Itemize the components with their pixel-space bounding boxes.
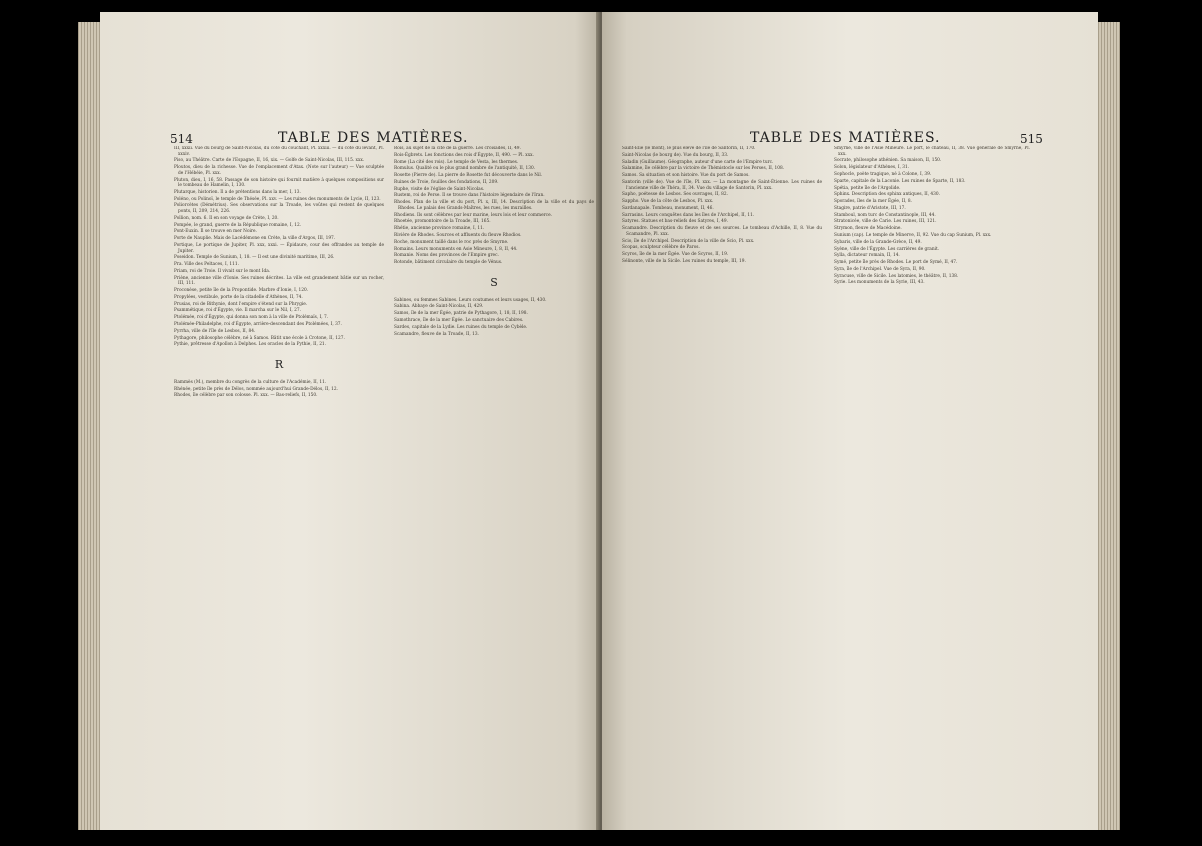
index-entry: Sappho. Vue de la côte de Lesbos, Pl. xxx.: [622, 199, 714, 205]
index-entry: Pollion, nom. 6. Il en son voyage de Crète, I, 20.: [174, 215, 279, 221]
index-entry: Pra. Ville des Peltaces, I, 111.: [174, 262, 239, 268]
index-entry: Stamboul, nom turc de Constantinople, III, 44.: [834, 212, 936, 218]
index-entry: Saint-Nicolas (le bourg de). Vue du bourg, II, 33.: [622, 152, 729, 158]
index-entry: Samos. Sa situation et son histoire. Vue du port de Samos.: [622, 173, 750, 179]
index-entry: Samothrace, île de la mer Égée. Le sanctuaire des Cabires.: [394, 318, 524, 324]
right-column-1: [622, 146, 822, 806]
index-entry: Samos, île de la mer Égée, patrie de Pythagore, I, 18, II, 198.: [394, 311, 528, 317]
index-entry: Poléno, ou Polinoï, le temple de Thésée, Pl. xxv. — Les ruines des monuments de Lycie, II, 123.: [174, 196, 381, 202]
index-entry: Ptolémée, roi d'Égypte, qui donna son nom à la ville de Ptolémaïs, I, 7.: [174, 315, 329, 321]
index-entry: Sphinx. Description des sphinx antiques, II, 430.: [834, 192, 940, 198]
index-entry: Rosette (Pierre de). La pierre de Rosette fut découverte dans le Nil.: [394, 173, 543, 179]
index-entry: Syrie. Les monuments de la Syrie, III, 43.: [834, 280, 925, 286]
index-entry: Pythie, prêtresse d'Apollon à Delphes. Les oracles de la Pythie, II, 21.: [174, 342, 327, 348]
left-running-head: TABLE DES MATIÈRES.: [278, 130, 469, 146]
index-entry: Sarrasins. Leurs conquêtes dans les îles de l'Archipel, II, 11.: [622, 212, 755, 218]
index-entry: Sophocle, poète tragique, né à Colone, I, 39.: [834, 171, 932, 177]
index-entry: Psammétique, roi d'Égypte, vie. Il marcha sur le Nil, I, 27.: [174, 308, 301, 314]
right-page-number: 515: [1020, 132, 1043, 146]
index-entry: Pont-Euxin. Il se trouve en mer Noire.: [174, 229, 257, 235]
index-entry: Rois-Égbrets. Les fonctions des rois d'Égypte, II, 490. — Pl. xxx.: [394, 152, 534, 158]
left-column-1: [174, 146, 384, 746]
index-entry: Pythagore, philosophe célèbre, né à Samos. Bâtit une école à Crotone, II, 127.: [174, 335, 345, 341]
index-entry: Rotonde, bâtiment circulaire du temple de Vénus.: [394, 260, 503, 266]
index-entry: Rhodes, île célèbre par son colosse. Pl. xxx. — Bas-reliefs, II, 150.: [174, 393, 318, 399]
index-entry: Rivière de Rhodes. Sources et affluents du fleuve Rhodios.: [394, 232, 522, 238]
index-entry: Saint-Élie (le mont), le plus élevé de l'île de Santorin, II, 170.: [622, 146, 756, 151]
index-entry: Propylées, vestibule, porte de la citadelle d'Athènes, II, 74.: [174, 294, 303, 300]
right-column-2: [834, 146, 1030, 806]
index-entry: Scopas, sculpteur célèbre de Paros.: [622, 245, 700, 251]
index-entry: Sardes, capitale de la Lydie. Les ruines du temple de Cybèle.: [394, 324, 528, 330]
index-entry: Salamine, île célèbre par la victoire de Thémistocle sur les Perses, II, 108.: [622, 166, 785, 172]
index-entry: Sparte, capitale de la Laconie. Les ruines de Sparte, II, 183.: [834, 178, 966, 184]
left-column-2: [394, 146, 594, 746]
index-entry: Rammès (M.), membre du congrès de la culture de l'Académie, II, 11.: [174, 379, 327, 385]
index-entry: Syra, île de l'Archipel. Vue de Syra, II, 90.: [834, 266, 926, 272]
index-entry: Piso, au Théâtre. Carte de l'Espagne, II, 16, xix. — Golfe de Saint-Nicolas, III, 115. xxx.: [174, 158, 365, 164]
index-entry: Proconèse, petite île de la Propontide. Marbre d'Ionie, I, 120.: [174, 288, 309, 294]
section-letter-s: S: [490, 275, 498, 289]
index-entry: Romulus. Qualité ou le plus grand nombre de l'antiquité, II, 130.: [394, 166, 536, 172]
index-entry: Saladin (Guillaume). Géographe, auteur d'une carte de l'Empire turc.: [622, 159, 774, 165]
index-entry: Satyres. Statues et bas-reliefs des Satyres, I, 49.: [622, 219, 729, 225]
index-entry: Rhoetée, promontoire de la Troade, III, 165.: [394, 219, 491, 225]
index-entry: Scamandre, fleuve de la Troade, II, 13.: [394, 331, 479, 337]
index-entry: Strymon, fleuve de Macédoine.: [834, 226, 902, 232]
index-entry: Sybaris, ville de la Grande-Grèce, II, 49.: [834, 239, 922, 245]
page-edges-right: [1096, 22, 1120, 830]
index-entry: Ruphe, visite de l'église de Saint-Nicolas.: [394, 186, 485, 192]
index-entry: Rhénée, petite île près de Délos, nommée aujourd'hui Grande-Délos, II, 12.: [174, 386, 338, 392]
index-entry: Priène, ancienne ville d'Ionie. Ses ruines décrites. La ville est grandement bâtie sur un rocher, III, 111.: [174, 275, 384, 287]
index-entry: Portique, Le portique de Jupiter, Pl. xxx, xxxi. — Épidaure, cour des offrandes au temple de Jupiter.: [174, 242, 384, 254]
index-entry: Sunium (cap). Le temple de Minerve, II, 92. Vue du cap Sunium, Pl. xxx.: [834, 232, 992, 238]
index-entry: Rois, au sujet de la cité de la guerre. Les croisades, II, 49.: [394, 146, 521, 151]
index-entry: Rhétie, ancienne province romaine, I, 11.: [394, 226, 485, 232]
left-page: [100, 12, 600, 830]
index-entry: Sardanapale. Tombeau, monument, II, 46.: [622, 205, 714, 211]
index-entry: Porte de Nauplie. Mais de Lacédémone en Crète, la ville d'Argos, III, 197.: [174, 236, 336, 242]
right-page: [602, 12, 1098, 830]
index-entry: Rhodes. Plan de la ville et du port, Pl. x, III, 14. Description de la ville et du pays de Rhodes. Le palais des Grands-Maîtres, les rues, les murailles.: [394, 200, 594, 211]
index-entry: Scio, île de l'Archipel. Description de la ville de Scio, Pl. xxx.: [622, 238, 755, 244]
index-entry: Pyrrha, ville de l'île de Lesbos, II, 84.: [174, 328, 256, 334]
index-entry: Romains. Leurs monuments en Asie Mineure, I, 8, II, 44.: [394, 246, 518, 252]
index-entry: Prusias, roi de Bithynie, dont l'empire s'étend sur la Phrygie.: [174, 301, 308, 307]
index-entry: Rustem, roi de Perse. Il se trouve dans l'histoire légendaire de l'Iran.: [394, 193, 545, 199]
index-entry: Stratonicée, ville de Carie. Les ruines, III, 121.: [834, 219, 937, 225]
index-entry: Poseidon. Temple de Sunium, I, 18. — Il est une divinité maritime, III, 26.: [174, 255, 335, 261]
index-entry: Sapho, poétesse de Lesbos. Ses ouvrages, II, 82.: [622, 192, 728, 198]
index-entry: Scyros, île de la mer Égée. Vue de Scyros, II, 19.: [622, 252, 729, 258]
index-entry: III, xxxii. Vue du bourg de Saint-Nicolas, du côté du couchant, Pl. xxxiii. — du côté du levant, Pl. xxxiv.: [174, 146, 384, 157]
index-entry: Pompée, le grand, guerre de la République romaine, I, 12.: [174, 222, 302, 228]
index-entry: Romanie. Noms des provinces de l'Empire grec.: [394, 253, 499, 259]
index-entry: Ruines de Troie, fouilles des fondations, II, 209.: [394, 179, 499, 185]
index-entry: Syène, ville de l'Égypte. Les carrières de granit.: [834, 246, 940, 252]
index-entry: Ptolémée-Philadelphe, roi d'Égypte, arrière-descendant des Ptolémées, I, 37.: [174, 321, 342, 327]
index-entry: Pluton, dieu, I, 16, 58. Passage de son histoire qui fournit matière à quelques compositions sur le tombeau de Hamelin, I, 130.: [174, 177, 384, 189]
index-entry: Sabina. Abbaye de Saint-Nicolas, II, 429.: [394, 304, 484, 310]
index-entry: Sélinonte, ville de la Sicile. Les ruines du temple, III, 19.: [622, 258, 746, 264]
index-entry: Rhodiens. Ils sont célèbres par leur marine, leurs lois et leur commerce.: [394, 212, 552, 218]
index-entry: Spétia, petite île de l'Argolide.: [834, 185, 901, 191]
index-entry: Smyrne, ville de l'Asie Mineure. Le port, le château, II, 38. Vue générale de Smyrne, Pl. xxx.: [834, 146, 1030, 157]
index-entry: Stagire, patrie d'Aristote, III, 17.: [834, 205, 906, 211]
index-entry: Solon, législateur d'Athènes, I, 31.: [834, 165, 910, 171]
index-entry: Symé, petite île près de Rhodes. Le port de Symé, II, 47.: [834, 260, 958, 266]
right-running-head: TABLE DES MATIÈRES.: [750, 130, 941, 146]
index-entry: Santorin (ville de). Vue de l'île, Pl. xxx. — La montagne de Saint-Étienne. Les ruines de l'ancienne ville de Théra, II, 34. Vue du village de Santorin, Pl. xxx.: [622, 179, 822, 191]
index-entry: Plutarque, historien. Il a de prétentions dans la mer, I, 13.: [174, 189, 301, 195]
index-entry: Sabines, ou femmes Sabines. Leurs coutumes et leurs usages, II, 430.: [394, 297, 547, 303]
index-entry: Syracuse, ville de Sicile. Les latomies, le théâtre, II, 138.: [834, 273, 959, 279]
index-entry: Roche, monument taillé dans le roc près de Smyrne.: [394, 239, 509, 245]
index-entry: Ploutos, dieu de la richesse. Vue de l'emplacement d'Atax. (Note sur l'auteur) — Vue sculptée de l'Hébéie, Pl. xxx.: [174, 165, 384, 176]
section-letter-r: R: [274, 357, 284, 371]
index-entry: Scamandre. Description du fleuve et de ses sources. Le tombeau d'Achille, II, 8. Vue du Scamandre, Pl. xxx.: [622, 226, 822, 237]
index-entry: Socrate, philosophe athénien. Sa maison, II, 150.: [834, 158, 942, 164]
index-entry: Sporades, îles de la mer Égée, II, 8.: [834, 199, 912, 205]
index-entry: Priam, roi de Troie. Il vivait sur le mont Ida.: [174, 268, 271, 274]
index-entry: Rome (La cité des rois). Le temple de Vesta, les thermes.: [394, 159, 519, 165]
index-entry: Poliorcètes (Démétrius). Ses observations sur la Troade, les voûtes qui restent de quelques ponts, II, 209, 214, 226.: [174, 203, 384, 215]
index-entry: Sylla, dictateur romain, II, 14.: [834, 253, 900, 259]
left-page-number: 514: [170, 132, 193, 146]
